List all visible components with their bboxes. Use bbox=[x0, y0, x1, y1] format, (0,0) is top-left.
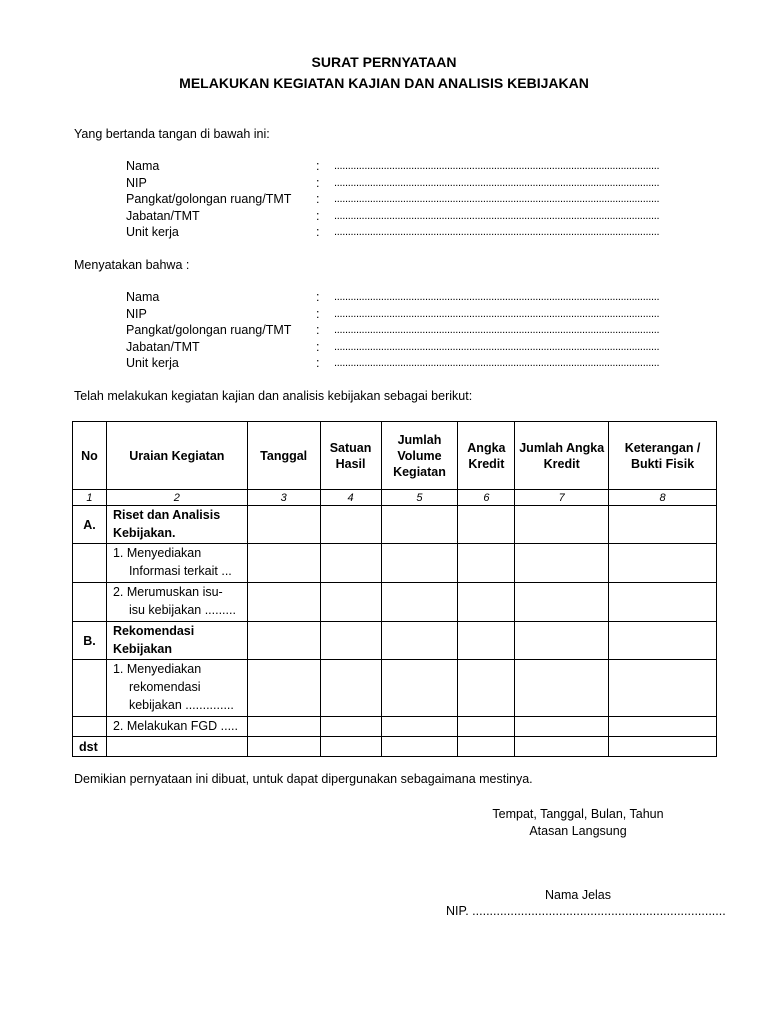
column-number: 7 bbox=[515, 490, 609, 506]
field-label: Nama bbox=[126, 159, 160, 173]
activity-line: isu kebijakan ......... bbox=[128, 603, 236, 617]
activity-line: rekomendasi bbox=[128, 680, 201, 694]
column-number: 3 bbox=[247, 490, 320, 506]
row-number: A. bbox=[73, 506, 107, 544]
field-colon: : bbox=[316, 323, 320, 337]
section-title-line: Kebijakan. bbox=[112, 526, 176, 540]
table-row bbox=[73, 737, 717, 757]
field-row bbox=[126, 355, 726, 372]
field-row bbox=[126, 175, 726, 192]
activity-intro-text: Telah melakukan kegiatan kajian dan analisis kebijakan sebagai berikut: bbox=[74, 389, 473, 403]
column-header: Keterangan / Bukti Fisik bbox=[609, 422, 717, 490]
activity-item bbox=[106, 544, 247, 583]
field-row bbox=[126, 208, 726, 225]
column-number: 6 bbox=[458, 490, 515, 506]
column-number: 1 bbox=[73, 490, 107, 506]
field-colon: : bbox=[316, 339, 320, 354]
intro-text: Yang bertanda tangan di bawah ini: bbox=[74, 127, 270, 141]
column-header: Satuan Hasil bbox=[320, 422, 381, 490]
signer-fields bbox=[126, 158, 726, 241]
field-row bbox=[126, 306, 726, 323]
field-colon: : bbox=[316, 356, 320, 370]
field-label: Nama bbox=[126, 290, 160, 304]
place-date: Tempat, Tanggal, Bulan, Tahun bbox=[492, 807, 664, 821]
field-label: Jabatan/TMT bbox=[126, 208, 200, 223]
row-number: B. bbox=[73, 622, 107, 660]
section-title bbox=[106, 622, 247, 660]
activity-line: kebijakan .............. bbox=[128, 698, 234, 712]
table-header-row bbox=[73, 422, 717, 490]
activity-line: 1. Menyediakan bbox=[112, 546, 202, 560]
field-blank: ...................................................................................................................... bbox=[334, 291, 660, 303]
activity-line: 1. Menyediakan bbox=[112, 662, 202, 676]
column-number: 5 bbox=[381, 490, 458, 506]
column-number: 2 bbox=[106, 490, 247, 506]
document-subtitle: MELAKUKAN KEGIATAN KAJIAN DAN ANALISIS KEBIJAKAN bbox=[179, 75, 589, 91]
field-colon: : bbox=[316, 306, 320, 321]
field-colon: : bbox=[316, 225, 320, 239]
field-blank: ...................................................................................................................... bbox=[334, 209, 660, 222]
row-number: dst bbox=[73, 737, 107, 757]
table-row bbox=[73, 717, 717, 737]
field-row bbox=[126, 191, 726, 208]
column-header: Angka Kredit bbox=[458, 422, 515, 490]
document-title: SURAT PERNYATAAN bbox=[311, 54, 457, 70]
field-row bbox=[126, 339, 726, 356]
field-blank: ...................................................................................................................... bbox=[334, 324, 660, 336]
field-label: Pangkat/golongan ruang/TMT bbox=[126, 323, 292, 337]
table-row bbox=[73, 583, 717, 622]
signer-nip: NIP. ......................................................................... bbox=[446, 904, 726, 918]
field-row bbox=[126, 322, 726, 339]
table-row bbox=[73, 622, 717, 660]
field-blank: ...................................................................................................................... bbox=[334, 357, 660, 369]
table-row bbox=[73, 660, 717, 717]
signer-name: Nama Jelas bbox=[545, 888, 611, 902]
field-label: Unit kerja bbox=[126, 356, 179, 370]
activity-line: 2. Merumuskan isu- bbox=[112, 585, 223, 599]
field-label: Unit kerja bbox=[126, 225, 179, 239]
column-header: Jumlah Volume Kegiatan bbox=[381, 422, 458, 490]
activity-item bbox=[106, 660, 247, 717]
column-header: Uraian Kegiatan bbox=[106, 422, 247, 490]
field-row bbox=[126, 289, 726, 306]
section-title-line: Kebijakan bbox=[112, 642, 173, 656]
field-label: Jabatan/TMT bbox=[126, 339, 200, 354]
field-colon: : bbox=[316, 192, 320, 206]
column-number-row bbox=[73, 490, 717, 506]
column-number: 8 bbox=[609, 490, 717, 506]
closing-text: Demikian pernyataan ini dibuat, untuk dapat dipergunakan sebagaimana mestinya. bbox=[74, 772, 533, 786]
field-blank: ...................................................................................................................... bbox=[334, 226, 660, 238]
field-row bbox=[126, 158, 726, 175]
field-label: NIP bbox=[126, 306, 147, 321]
field-blank: ...................................................................................................................... bbox=[334, 307, 660, 320]
field-blank: ...................................................................................................................... bbox=[334, 193, 660, 205]
signature-header bbox=[440, 806, 716, 840]
column-header: Tanggal bbox=[247, 422, 320, 490]
column-header: No bbox=[73, 422, 107, 490]
table-row bbox=[73, 506, 717, 544]
field-label: Pangkat/golongan ruang/TMT bbox=[126, 192, 292, 206]
activity-line: Informasi terkait ... bbox=[128, 564, 232, 578]
field-blank: ...................................................................................................................... bbox=[334, 176, 660, 189]
activity-line: 2. Melakukan FGD ..... bbox=[112, 719, 238, 733]
activity-item bbox=[106, 717, 247, 737]
field-row bbox=[126, 224, 726, 241]
field-colon: : bbox=[316, 290, 320, 304]
column-number: 4 bbox=[320, 490, 381, 506]
column-header: Jumlah Angka Kredit bbox=[515, 422, 609, 490]
field-blank: ...................................................................................................................... bbox=[334, 160, 660, 172]
signer-role: Atasan Langsung bbox=[529, 824, 627, 838]
activity-item bbox=[106, 583, 247, 622]
activity-table bbox=[72, 421, 717, 757]
field-blank: ...................................................................................................................... bbox=[334, 340, 660, 353]
declares-text: Menyatakan bahwa : bbox=[74, 258, 190, 272]
field-colon: : bbox=[316, 175, 320, 190]
section-title-line: Rekomendasi bbox=[112, 624, 195, 638]
subject-fields bbox=[126, 289, 726, 372]
field-colon: : bbox=[316, 208, 320, 223]
field-label: NIP bbox=[126, 175, 147, 190]
section-title bbox=[106, 506, 247, 544]
field-colon: : bbox=[316, 159, 320, 173]
section-title-line: Riset dan Analisis bbox=[112, 508, 221, 522]
table-row bbox=[73, 544, 717, 583]
